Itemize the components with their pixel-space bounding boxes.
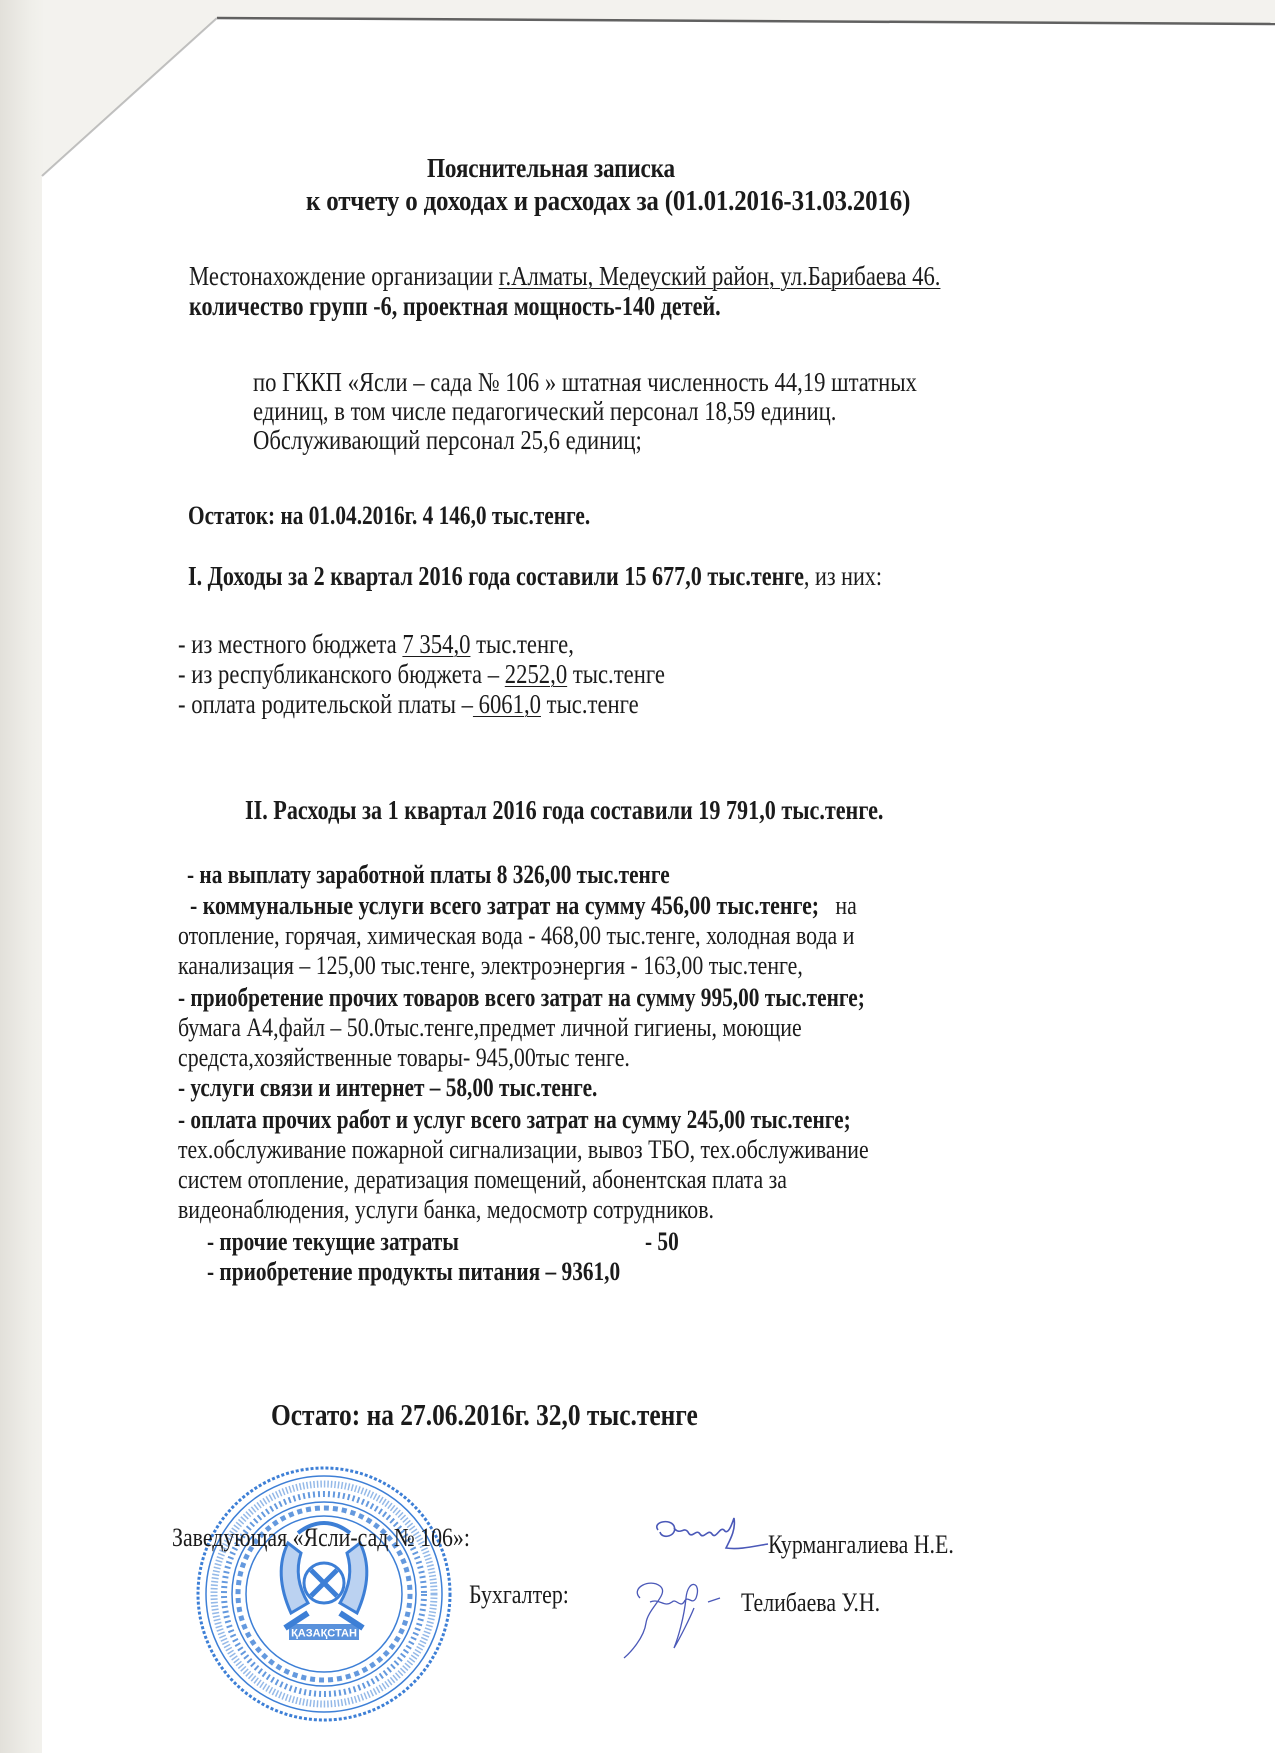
- official-stamp: [193, 1463, 455, 1725]
- location-line: [189, 261, 940, 292]
- income-item-republic: [178, 659, 665, 690]
- expense-communication: - услуги связи и интернет – 58,00 тыс.тенге.: [178, 1073, 598, 1102]
- other-works-detail-3: видеонаблюдения, услуги банка, медосмотр сотрудников.: [178, 1195, 714, 1224]
- income-item-label: - из местного бюджета: [178, 629, 403, 659]
- goods-detail-1: бумага А4,файл – 50.0тыс.тенге,предмет личной гигиены, моющие: [178, 1013, 802, 1042]
- other-works-detail-2: систем отопление, дератизация помещений, абонентская плата за: [178, 1165, 787, 1194]
- groups-capacity-line: количество групп -6, проектная мощность-140 детей.: [189, 291, 721, 321]
- income-item-label: - оплата родительской платы –: [178, 689, 473, 719]
- head-signature: [650, 1510, 770, 1560]
- document-title: Пояснительная записка: [427, 153, 675, 183]
- location-label: Местонахождение организации: [189, 261, 499, 291]
- expense-food: - приобретение продукты питания – 9361,0: [207, 1257, 621, 1286]
- staff-line-3: Обслуживающий персонал 25,6 единиц;: [253, 425, 642, 455]
- income-item-amount: 7 354,0: [402, 629, 471, 659]
- head-name: Курмангалиева Н.Е.: [768, 1530, 954, 1559]
- income-item-unit: тыс.тенге: [540, 689, 639, 719]
- other-works-detail-1: тех.обслуживание пожарной сигнализации, вывоз ТБО, тех.обслуживание: [178, 1135, 869, 1164]
- utilities-detail-1: отопление, горячая, химическая вода - 468,00 тыс.тенге, холодная вода и: [178, 921, 855, 950]
- balance-end: Остато: на 27.06.2016г. 32,0 тыс.тенге: [271, 1397, 698, 1432]
- accountant-name: Телибаева У.Н.: [741, 1588, 881, 1617]
- accountant-signature-label: Бухгалтер:: [469, 1580, 569, 1609]
- expenses-heading: II. Расходы за 1 квартал 2016 года составили 19 791,0 тыс.тенге.: [245, 795, 884, 825]
- expense-goods: - приобретение прочих товаров всего затрат на сумму 995,00 тыс.тенге;: [178, 983, 865, 1012]
- income-item-parents: [178, 689, 639, 720]
- head-signature-label: Заведующая «Ясли-сад № 106»:: [172, 1523, 470, 1552]
- income-item-unit: тыс.тенге: [567, 659, 665, 689]
- expense-current-label: - прочие текущие затраты: [207, 1227, 459, 1256]
- goods-detail-2: средста,хозяйственные товары- 945,00тыс тенге.: [178, 1043, 630, 1072]
- accountant-signature: [620, 1568, 730, 1663]
- expense-utilities: [190, 891, 857, 921]
- staff-line-1: по ГККП «Ясли – сада № 106 » штатная численность 44,19 штатных: [253, 367, 917, 397]
- expense-salary: - на выплату заработной платы 8 326,00 тыс.тенге: [187, 860, 670, 889]
- location-address: г.Алматы, Медеуский район, ул.Барибаева 46.: [498, 261, 941, 291]
- stamp-center-text: ҚАЗАҚСТАН: [291, 1627, 357, 1640]
- income-heading: [188, 561, 882, 592]
- income-heading-main: I. Доходы за 2 квартал 2016 года составили 15 677,0 тыс.тенге: [188, 561, 804, 591]
- expense-utilities-tail: на: [819, 891, 857, 920]
- expense-utilities-heading: - коммунальные услуги всего затрат на сумму 456,00 тыс.тенге;: [190, 891, 820, 920]
- staff-line-2: единиц, в том числе педагогический персонал 18,59 единиц.: [253, 396, 837, 426]
- income-item-amount: 6061,0: [472, 689, 541, 719]
- document-subtitle: к отчету о доходах и расходах за (01.01.2016-31.03.2016): [306, 185, 911, 217]
- income-item-label: - из республиканского бюджета –: [178, 659, 505, 689]
- income-item-unit: тыс.тенге,: [470, 629, 574, 659]
- expense-current-value: - 50: [645, 1227, 679, 1256]
- balance-start: Остаток: на 01.04.2016г. 4 146,0 тыс.тенге.: [188, 501, 591, 530]
- income-item-local: [178, 629, 574, 660]
- expense-other-works: - оплата прочих работ и услуг всего затрат на сумму 245,00 тыс.тенге;: [178, 1105, 851, 1134]
- utilities-detail-2: канализация – 125,00 тыс.тенге, электроэнергия - 163,00 тыс.тенге,: [178, 951, 803, 980]
- income-heading-tail: , из них:: [803, 561, 883, 591]
- income-item-amount: 2252,0: [504, 659, 568, 689]
